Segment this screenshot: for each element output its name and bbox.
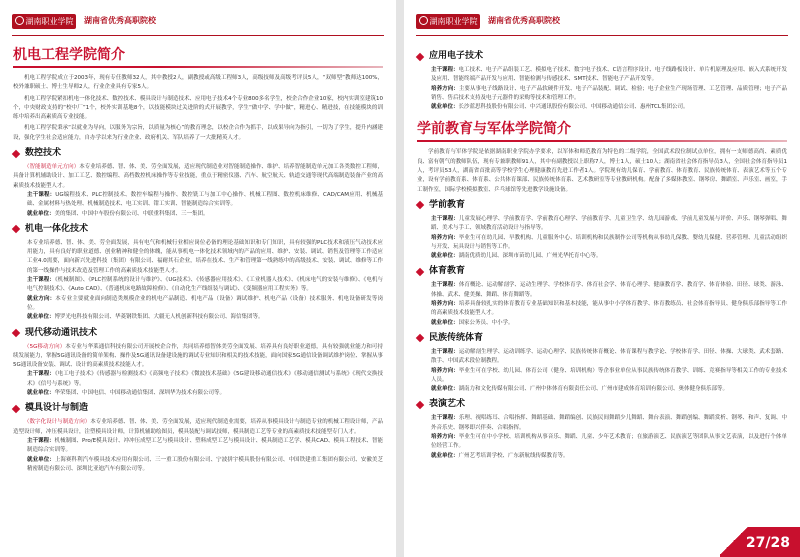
detail-label: 培养方向： [431,234,459,241]
major-detail [417,367,787,386]
page-header [416,10,788,36]
seal-icon [419,16,428,25]
diamond-bullet-icon [416,401,424,409]
major-detail [13,343,383,371]
major-detail [417,252,787,261]
majors-list [417,199,787,461]
detail-text: 毕业生可在中小学校、培训机构从事音乐、舞蹈、儿童、少年艺术教育；在旅游演艺、民族演艺等团队从事文艺表演，以及进行个体单位经营工作。 [431,434,787,450]
detail-text: 美的集团、中国中车股份有限公司、中联重科集团、三一集团。 [54,210,209,217]
page-header [12,10,384,36]
direction-highlight: （数字化设计与制造方向） [24,419,91,426]
major-name: 表演艺术 [429,399,466,410]
detail-text: 长沙蓝思科技股份有限公司、中兴通讯股份有限公司、中国移动通信公司、惠州TCL集团公司。 [458,104,689,111]
detail-label: 主干课程： [27,277,55,284]
detail-text: 湖南优质幼儿园、深圳市苗幼儿园、广州光华托育中心等。 [458,253,602,260]
detail-label: 就业单位： [27,314,55,321]
detail-label: 就业单位： [431,253,459,260]
major-detail [417,103,787,112]
detail-label: 主干课程： [27,371,55,378]
detail-text: 《电工电子技术》《传感器与检测技术》《高频电子技术》《微波技术基础》《5G建设移动通信技术》《移动通信测试与系统》《现代交换技术》《信号与系统》等。 [27,371,383,387]
major-detail [13,239,383,276]
section-title: 机电工程学院简介 [13,47,125,63]
diamond-bullet-icon [416,334,424,342]
detail-label: 就业单位： [431,386,459,393]
major-detail [417,414,787,433]
intro-paragraph: 机电工程学院成立于2003年，现有专任教师32人，其中教授2人，副教授或高级工程师3人，高级技师及高级考评员5人，“双师型”教师达100%，校外兼职硕士、博士生导师2人，行业企业具有专家5人。 [13,75,383,91]
section-divider [13,66,383,68]
major-detail [13,276,383,295]
major-heading [417,265,787,278]
detail-text: 博罗光电科技有限公司、华菱钢铁集团、大疆无人机创新科技有限公司、海信集团等。 [54,314,264,321]
detail-label: 培养方向： [431,367,459,374]
major-name: 现代移动通讯技术 [25,327,98,338]
majors-list [13,147,383,474]
detail-label: 培养方向： [431,301,459,308]
major-detail [13,191,383,210]
left-page [0,0,396,557]
diamond-bullet-icon [12,225,20,233]
intro-text: 学前教育与军体学院是依据湖南职业学院办学要求，以军体和师范教育为特色的二级学院，全国武术段位制试点单位，拥有一支师德高尚、素质优良、富有朝气的教师队伍，现有专兼职教师91人，其中有副教授以上职称7人，博士1人，硕士10人；湖南省社会体育指导员3人，全国社会体育指导员1人，考评员53人，湖南省首批高等学校学生心理健康教育先进工作者1人。学院现有幼儿保育、学前教育、体育教育、民族传统体育、表演艺术等五个专业，设有学前教育系、体育系、公共体育课部、民族传统体育系、艺术教研室等专业教研机构。配备了多媒体教室、钢琴房、舞蹈室、声乐室、画室，手工制作室，国际学校模拟教室、乒乓球馆等先进教学设施设备。 [417,149,787,193]
detail-label: 主干课程： [431,67,459,73]
major-detail [417,215,787,234]
header-title: 湖南省优秀高职院校 [84,16,156,25]
major-detail [13,389,383,398]
detail-label: 主干课程： [27,191,56,198]
major-heading [13,223,383,236]
detail-label: 就业单位： [27,390,55,397]
major-heading [13,147,383,160]
major-detail [13,370,383,389]
detail-text: 本专业与华莱通信科技有限公司开展校企合作，共同培养德智体美劳全面发展、培养具有良好职业道德，具有较强就业能力和可持续发展能力，掌握5G通讯设备的简单架构、操作及5G通讯设备建设施的调试专业知识和相关的技术技能，面向国家5G通信设备调试维护岗位、掌握从事5G通讯设备安装、调试、设计的高素质技术技能人才。 [13,343,383,369]
detail-label: 主干课程： [431,415,459,422]
major-name: 数控技术 [25,148,62,159]
detail-text: 乐理、视唱练耳、合唱指挥、舞蹈基础、舞蹈编创、民族民间舞蹈少儿舞蹈、舞台表演、舞蹈创编、舞蹈赏析、钢琴、和声、复调、中外音乐史、钢琴即兴伴奏、合唱指挥。 [431,415,787,431]
section-divider [417,140,787,142]
major-detail [13,418,383,437]
detail-label: 就业单位： [431,104,459,111]
major-detail [13,437,383,456]
detail-text: 毕业生可在幼儿园、早教机构、儿童服务中心、培训机构和民族制作公司等机构从事幼儿保教、婴幼儿保健、营养管理、儿童活动组织与开发、玩具设计与销售等工作。 [431,234,787,250]
major-detail [13,210,383,219]
major-heading [417,398,787,411]
major-detail [417,234,787,253]
major-detail [417,319,787,328]
detail-text: 广州艺考培训学校、广东新航线传媒教育等。 [458,452,569,459]
detail-text: 培养具备较扎实的体育教育专业基础知识和基本技能，能从事中小学体育教学、体育教练员、社会体育指导员、健身俱乐部指导等工作的高素质技术技能型人才。 [431,301,787,317]
major-detail [417,348,787,367]
detail-label: 主干课程： [431,348,459,355]
major-heading [417,199,787,212]
detail-text: 本专业培养德、智、体、美、劳全面发展，适应现代制造业需要，培养从事模具设计与制造专业的机械工程设计师，产品造型设计师，冲压模具设计，注塑模具设计师，计算机辅助绘图员，模具装配与调试技师，模具制造工艺等专业的高素质技术技能型专门人才。 [13,419,383,435]
diamond-bullet-icon [416,268,424,276]
intro-paragraph: 机电工程学院秉承“以就业为导向，以服务为宗旨，以质量为核心”的教育理念，以校企合作为抓手，以成果导向为指引，一切为了学生，提升内涵建设，强化学生社会适应能力，自办学以来为行业企业、政府机关、军队培养了一大批精英人才。 [13,125,383,141]
major-heading [417,50,787,63]
major-detail [417,385,787,394]
major-heading [417,332,787,345]
diamond-bullet-icon [12,405,20,413]
intro-text [13,74,383,143]
major-detail [417,433,787,452]
detail-text: 毕业生可在学校、幼儿园、体育公司（健身、培训机构）等企事业单位从事民族传统体育教学、训练、竞赛指导等相关工作的专业技术人员。 [431,367,787,383]
detail-label: 就业单位： [431,452,459,459]
majors-list-top [417,50,787,112]
detail-label: 主干课程： [431,215,459,222]
major-name: 应用电子技术 [429,51,484,61]
detail-text: 运动解剖生理学、运动训练学、运动心理学、民族传统体育概论、体育课程与教学论、学校体育学、田径、体操、大球类、武术套路、散手、中国武术段位制教程。 [431,348,787,365]
diamond-bullet-icon [416,201,424,209]
detail-text: 主要从事电子线路设计、电子产品软硬件开发、电子产品装配、调试、检验；电子企业生产现场管理、工艺管理、品质管理；电子产品销售、售后技术支持及电子元器件的采购等技术和管理工作。 [431,85,787,101]
detail-label: 就业单位： [27,210,55,217]
major-detail [13,456,383,475]
header-title: 湖南省优秀高职院校 [488,16,560,25]
detail-text: 华荣集团、中国电信、中国移动通信集团、深圳华为技术有限公司等。 [54,390,226,397]
detail-label: 主干课程： [431,282,459,289]
detail-text: 机械制图、Pro/E模具设计、冲冲压成型工艺与模具设计、塑料成型工艺与模具设计、模具制造工艺学、模具CAD、模具工程技术、智能制造综合实训等。 [27,437,383,454]
detail-text: 本专业主要就业面向制造类规模企业的机电产品制造、机电产品（设备）调试维护、机电产品（设备）技术服务、机电设备研发等岗位。 [27,295,383,311]
detail-text: 电工技术、电子产品组装工艺、模拟电子技术、数字电子技术、C语言程序设计、电子线路板设计、单片机原理及应用、嵌入式系统开发及应用、智能终端产品开发与应用、智能检测与传感技术、SMT技术、智能电子产品开发等。 [431,67,787,83]
diamond-bullet-icon [12,329,20,337]
direction-highlight: （5G移动方向） [24,343,66,350]
major-name: 民族传统体育 [429,332,484,343]
detail-text: 湖南力和文化传媒有限公司、广州中体体育有限责任公司、广州市建成体育培训有限公司、奥体健身俱乐部等。 [458,386,729,393]
major-detail [13,295,383,314]
detail-text: 本专业培养德、智、体、美、劳全面发展，适应现代制造业对智能制造操作、维护、培养智能制造单元加工各类数控工程师，具备计算机辅助设计、加工工艺、数控编程、高档数控机床操作等专业技能，重点于精密仪器、汽车、航空航天、轨道交通等现代高端制造装备产业的高素质技术技能型人才。 [13,164,383,189]
major-detail [417,300,787,319]
page-number: 27/28 [720,527,800,557]
detail-text: UG编程技术、PLC控制技术、数控车编程与操作、数控铣工与加工中心操作、机械工程图、数控机床维修、CAD/CAM应用、机械基础、金属材料与热处理、机械制造技术、电工实训、钳工实训、智能制造综合实训等。 [27,191,383,208]
major-name: 模具设计与制造 [25,403,89,414]
logo-text: 湖南职业学院 [25,17,74,26]
diamond-bullet-icon [416,52,424,60]
detail-text: 国家公务员、中小学。 [458,319,514,326]
detail-text: 《机械制图》、《PLC控制系统的设计与维护》、《UG技术》、《传感器应用技术》、《工业机器人技术》、《机床电气的安装与维修》、《电机与电气控制技术》、《Auto CAD》、《普通机床电路故障检修》、《自动化生产线组装与调试》、《变频器应用工程实务》等。 [27,277,383,293]
major-name: 体育教育 [429,266,466,277]
major-name: 学前教育 [429,199,466,210]
detail-text: 体育概论、运动解剖学、运动生理学、学校体育学、体育社会学、体育心理学、健康教育学、教育学、体育体验、田径、球类、游泳、体操、武术、健美操、舞蹈、体育舞蹈等。 [431,282,787,298]
college-logo [12,14,76,29]
major-heading [13,402,383,415]
right-page [404,0,800,557]
right-content [417,46,787,461]
detail-label: 就业方向： [27,295,56,302]
detail-label: 就业单位： [431,319,459,326]
major-detail [13,313,383,322]
detail-text: 儿童发展心理学、学前教育学、学前教育心理学、学前教育学、儿童卫生学、幼儿园游戏、学前儿童发展与评价、声乐、钢琴弹唱、舞蹈、美术与手工、领域教育活动设计与指导等。 [431,215,787,232]
college-logo [416,14,480,29]
detail-text: 本专业培养德、智、体、美、劳全面发展，具有电气和机械行业相应岗位必备的理论基础知识和专门知识，具有较强的PLC技术和液压气动技术应用能力，具有良好的职业道德、创业精神和健全的体魄，能从事机电一体化技术领域内的产品的应用、维护、安装、调试、销售及管理等工作适应工业4.0需要，面向新兴先进科技（集团）有限公司、福耐其石企业，培养在技术、生产和管理第一线熟练中的高级技术、安装、调试、维修等工作的第一线操作与技术改造及管理工作的高素质技术技能型人才。 [27,239,383,274]
diamond-bullet-icon [12,149,20,157]
direction-highlight: （智能制造单元方向） [24,164,80,171]
major-detail [417,281,787,300]
detail-label: 培养方向： [431,85,459,92]
intro-paragraph: 机电工程学院紧扣机电一体化技术、数控技术、模具设计与制造技术、应用电子技术4个专业800多名学生，校企合作企业10家，校内实训室建筑10个，中央财政支持的“校中厂”1个，校外实训基地8个，以技能模块过关进阶的式开展教学，学生“做中学、学中做”，精进心、精进技，在技能模块的训练中培养出高素质高专业技能。 [13,95,383,121]
major-detail [417,66,787,85]
major-heading [13,327,383,340]
detail-text: 上海赛科利汽车模具技术应用有限公司、三一重工股份有限公司、宁波拼宇模具股份有限公司、中国铁建重工集团有限公司、安徽美芝精密制造有限公司、深圳比亚迪汽车有限公司等。 [27,456,383,472]
major-detail [417,85,787,104]
detail-label: 培养方向： [431,434,459,441]
major-detail [13,163,383,191]
left-content [13,46,383,474]
detail-label: 主干课程： [27,437,55,444]
seal-icon [15,16,24,25]
major-detail [417,452,787,461]
major-name: 机电一体化技术 [25,223,89,234]
detail-label: 就业单位： [27,456,55,463]
logo-text: 湖南职业学院 [429,17,478,26]
section-title: 学前教育与军体学院简介 [417,121,571,138]
